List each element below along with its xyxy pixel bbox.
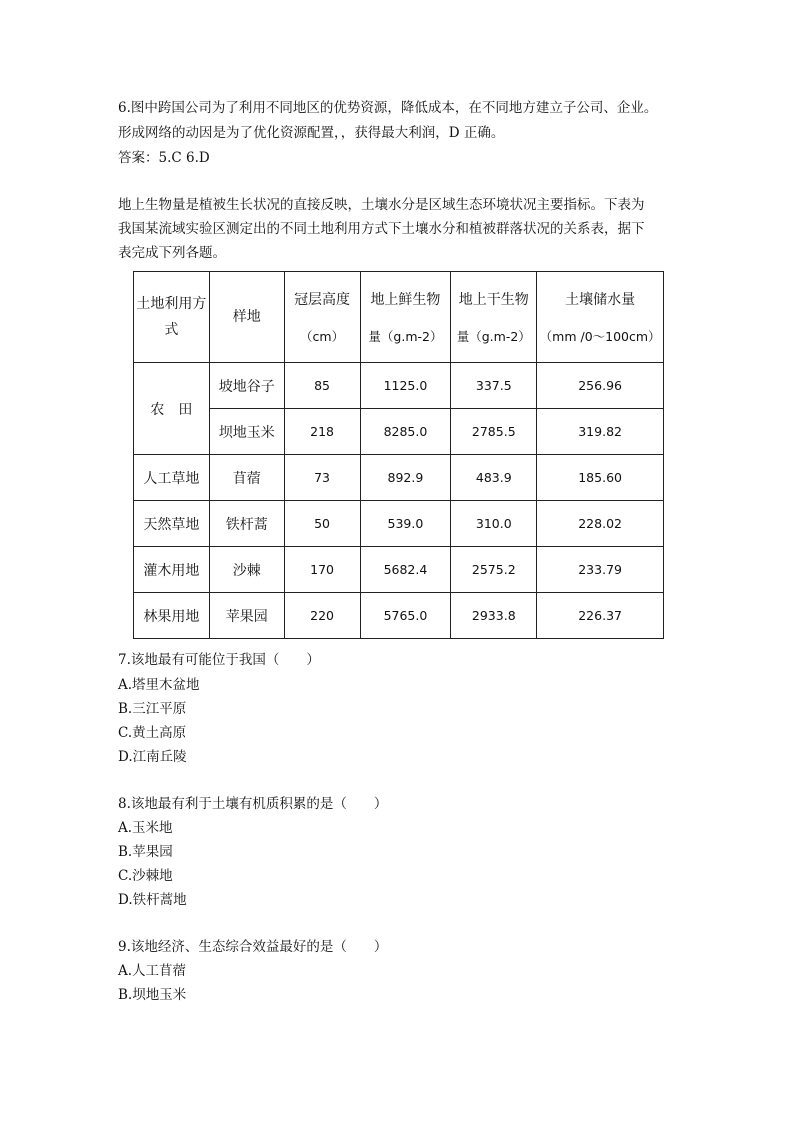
- q8-option-b: B.苹果园: [118, 844, 173, 860]
- site-cell: 苹果园: [209, 593, 284, 639]
- q7-stem: 7.该地最有可能位于我国（ ）: [118, 652, 320, 668]
- table-row: [134, 455, 664, 501]
- site-cell: 铁杆蒿: [209, 501, 284, 547]
- fresh-biomass-cell: 5765.0: [360, 593, 451, 639]
- header-fresh-biomass: [360, 272, 451, 363]
- header-water-line-1: 土壤储水量: [565, 292, 636, 308]
- soil-water-cell: 319.82: [537, 409, 664, 455]
- dry-biomass-cell: 2575.2: [451, 547, 537, 593]
- table-row: [134, 409, 664, 455]
- table-row: [134, 363, 664, 409]
- landuse-cell: 人工草地: [134, 455, 210, 501]
- soil-water-cell: 233.79: [537, 547, 664, 593]
- header-site: [209, 272, 284, 363]
- canopy-cell: 85: [284, 363, 360, 409]
- site-cell: 苜蓿: [209, 455, 284, 501]
- landuse-cell: 灌木用地: [134, 547, 210, 593]
- header-site-label: 样地: [232, 309, 261, 325]
- header-landuse: [134, 272, 210, 363]
- canopy-cell: 220: [284, 593, 360, 639]
- q8-stem: 8.该地最有利于土壤有机质积累的是（ ）: [118, 796, 388, 812]
- canopy-cell: 170: [284, 547, 360, 593]
- fresh-biomass-cell: 8285.0: [360, 409, 451, 455]
- soil-water-cell: 185.60: [537, 455, 664, 501]
- header-dry-biomass: [451, 272, 537, 363]
- dry-biomass-cell: 310.0: [451, 501, 537, 547]
- dry-biomass-cell: 337.5: [451, 363, 537, 409]
- q7-option-d: D.江南丘陵: [118, 749, 187, 765]
- q8-option-a: A.玉米地: [118, 820, 173, 836]
- canopy-cell: 50: [284, 501, 360, 547]
- q7-option-a: A.塔里木盆地: [118, 677, 200, 693]
- q9-stem: 9.该地经济、生态综合效益最好的是（ ）: [118, 939, 388, 955]
- answer-line: 答案：5.C 6.D: [118, 150, 210, 166]
- canopy-cell: 73: [284, 455, 360, 501]
- site-cell: 坝地玉米: [209, 409, 284, 455]
- q7-option-c: C.黄土高原: [118, 725, 187, 741]
- landuse-cell: 天然草地: [134, 501, 210, 547]
- intro-line-3: 表完成下列各题。: [118, 245, 226, 261]
- q9-option-b: B.坝地玉米: [118, 987, 187, 1003]
- canopy-cell: 218: [284, 409, 360, 455]
- fresh-biomass-cell: 1125.0: [360, 363, 451, 409]
- header-dry-line-1: 地上干生物: [458, 292, 529, 308]
- header-soil-water: [537, 272, 664, 363]
- table-row: [134, 501, 664, 547]
- table-row: [134, 593, 664, 639]
- header-water-line-2: （mm /0～100cm）: [539, 329, 661, 344]
- q8-option-c: C.沙棘地: [118, 868, 173, 884]
- header-fresh-line-1: 地上鲜生物: [370, 292, 441, 308]
- fresh-biomass-cell: 5682.4: [360, 547, 451, 593]
- soil-water-cell: 226.37: [537, 593, 664, 639]
- header-canopy: [284, 272, 360, 363]
- dry-biomass-cell: 2785.5: [451, 409, 537, 455]
- intro-line-1: 地上生物量是植被生长状况的直接反映，土壤水分是区域生态环境状况主要指标。下表为: [118, 197, 645, 213]
- q7-option-b: B.三江平原: [118, 701, 187, 717]
- site-cell: 坡地谷子: [209, 363, 284, 409]
- dry-biomass-cell: 2933.8: [451, 593, 537, 639]
- intro-paragraph: [118, 193, 678, 265]
- q6-explanation-line-1: 6.图中跨国公司为了利用不同地区的优势资源，降低成本，在不同地方建立子公司、企业。: [118, 100, 658, 116]
- header-dry-line-2: 量（g.m-2）: [456, 329, 531, 344]
- dry-biomass-cell: 483.9: [451, 455, 537, 501]
- fresh-biomass-cell: 892.9: [360, 455, 451, 501]
- soil-water-cell: 256.96: [537, 363, 664, 409]
- q9-option-a: A.人工苜蓿: [118, 963, 187, 979]
- header-canopy-line-1: 冠层高度: [294, 292, 351, 308]
- site-cell: 沙棘: [209, 547, 284, 593]
- q8-option-d: D.铁杆蒿地: [118, 892, 187, 908]
- header-fresh-line-2: 量（g.m-2）: [368, 329, 443, 344]
- header-landuse-line-2: 式: [164, 322, 179, 338]
- soil-vegetation-table: [133, 271, 664, 639]
- landuse-cell: 林果用地: [134, 593, 210, 639]
- table-row: [134, 547, 664, 593]
- header-landuse-line-1: 土地利用方: [136, 296, 207, 312]
- fresh-biomass-cell: 539.0: [360, 501, 451, 547]
- q6-explanation-line-2: 形成网络的动因是为了优化资源配置，，获得最大利润，D 正确。: [118, 125, 505, 141]
- header-canopy-line-2: （cm）: [300, 329, 345, 344]
- soil-water-cell: 228.02: [537, 501, 664, 547]
- table-header-row: [134, 272, 664, 363]
- intro-line-2: 我国某流域实验区测定出的不同土地利用方式下土壤水分和植被群落状况的关系表，据下: [118, 221, 645, 237]
- landuse-cell-farmland: 农 田: [134, 363, 210, 455]
